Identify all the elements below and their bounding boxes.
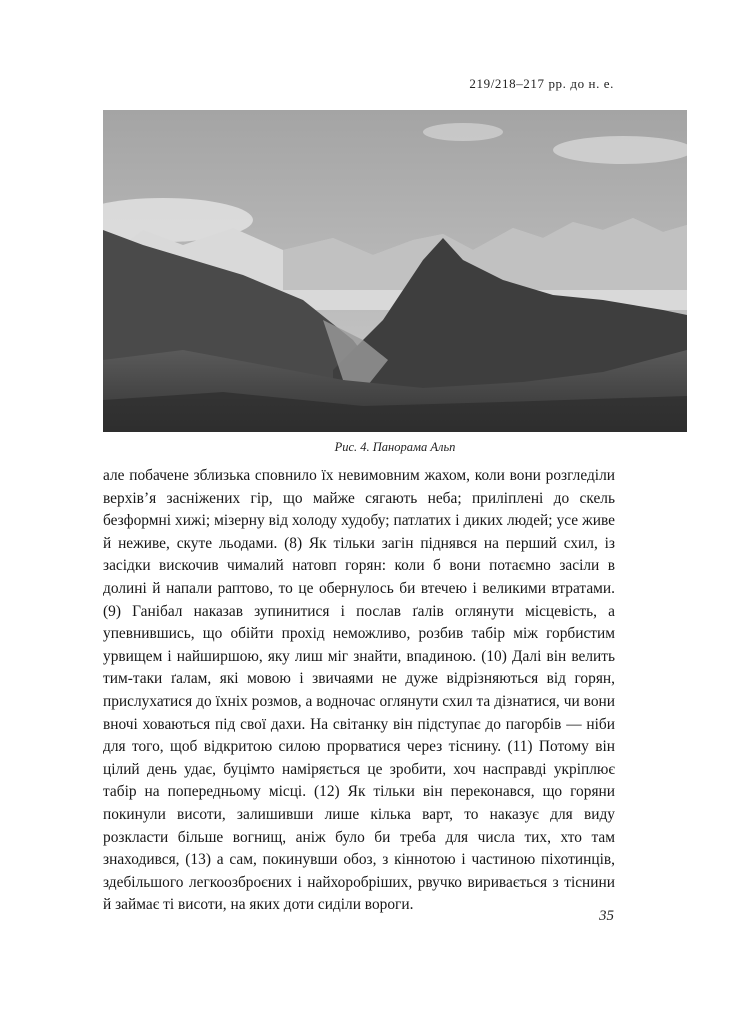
mountain-photo-illustration xyxy=(103,110,687,432)
paragraph: але побачене зблизька сповнило їх невимовним жахом, коли вони розгледіли верхів’я засніжених гір, що майже сягають неба; приліплені до скель безформні хижі; мізерну від холоду худобу; патлатих і диких людей; усе живе й неживе, скуте льодами. (8) Як тільки загін піднявся на перший схил, із засідки вискочив чималий натовп горян: коли б вони потаємно засіли в долині й напали раптово, то це обернулось би втечею і великими втратами. (9) Ганібал наказав зупинитися і послав ґалів оглянути місцевість, а упевнившись, що обійти прохід неможливо, розбив табір між горбистим урвищем і найширшою, яку лиш міг знайти, впадиною. (10) Далі він велить тим-таки ґалам, які мовою і звичаями не дуже відрізняються від горян, прислухатися до їхніх розмов, а водночас оглянути схил та дізнатися, чи вони вночі ховаються під свої дахи. На світанку він підступає до пагорбів — ніби для того, щоб відкритою силою прорватися через тіснину. (11) Потому він цілий день удає, буцімто наміряється це зробити, хоч насправді укріплює табір на попередньому місці. (12) Як тільки він переконався, що горяни покинули висоти, залишивши лише кілька варт, то наказує для виду розкласти більше вогнищ, аніж було би треба для числа тих, хто там знаходився, (13) а сам, покинувши обоз, з кіннотою і частиною піхотинців, здебільшого легкоозброєних і найхоробріших, рвучко виривається з тіснини й займає ті висоти, на яких доти сиділи вороги. xyxy=(103,467,615,914)
figure-caption: Рис. 4. Панорама Альп xyxy=(334,440,456,454)
alps-panorama-photo xyxy=(103,110,687,432)
page-number: 35 xyxy=(599,908,614,924)
main-text xyxy=(103,465,615,917)
running-head: 219/218–217 рр. до н. е. xyxy=(469,76,614,91)
